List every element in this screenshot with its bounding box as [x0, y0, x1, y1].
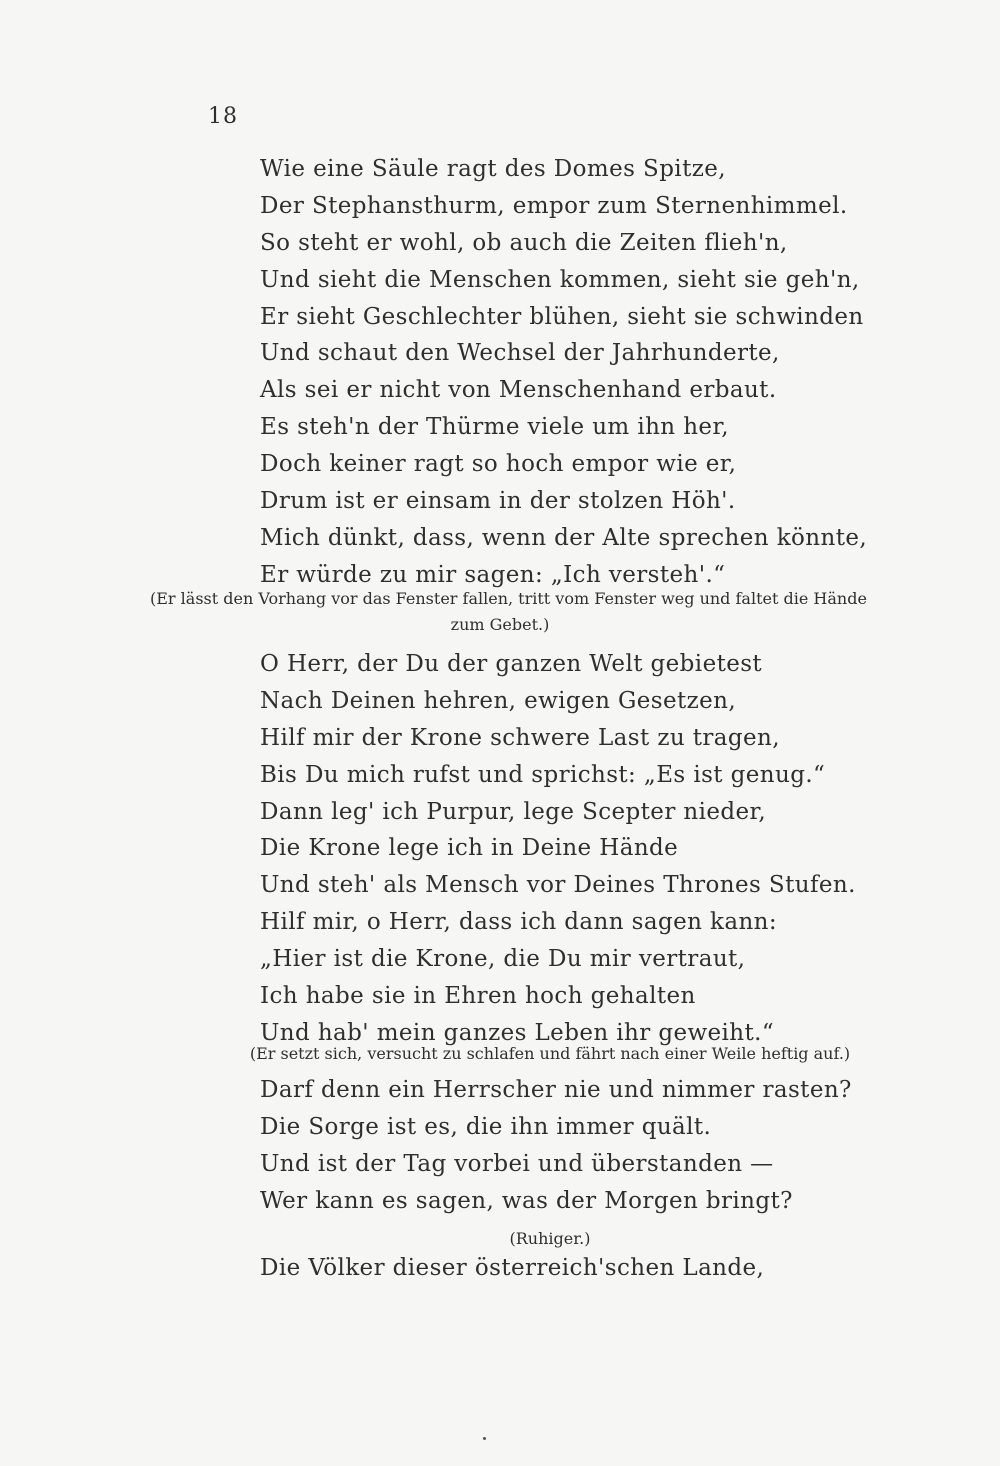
verse-line: Die Völker dieser österreich'schen Lande, [260, 1255, 765, 1281]
verse-line: Und hab' mein ganzes Leben ihr geweiht.“ [260, 1019, 775, 1046]
verse-line: Er sieht Geschlechter blühen, sieht sie schwinden [260, 303, 864, 330]
verse-stanza-3 [260, 1072, 900, 1220]
verse-line: Und steh' als Mensch vor Deines Thrones Stufen. [260, 872, 856, 899]
verse-line: Drum ist er einsam in der stolzen Höh'. [260, 488, 736, 515]
verse-line: Nach Deinen hehren, ewigen Gesetzen, [260, 687, 737, 714]
paper-speck [483, 1437, 486, 1440]
verse-line: Die Sorge ist es, die ihn immer quält. [260, 1113, 712, 1140]
verse-line: Als sei er nicht von Menschenhand erbaut. [260, 377, 777, 404]
verse-line: „Hier ist die Krone, die Du mir vertraut, [260, 946, 746, 973]
verse-line: Er würde zu mir sagen: „Ich versteh'.“ [260, 561, 726, 588]
verse-line: Es steh'n der Thürme viele um ihn her, [260, 414, 730, 441]
verse-stanza-1 [260, 151, 900, 594]
stage-direction-3: (Ruhiger.) [509, 1229, 591, 1248]
stage-direction-1 [150, 586, 867, 638]
verse-line: Doch keiner ragt so hoch empor wie er, [260, 451, 737, 478]
verse-line: Der Stephansthurm, empor zum Sternenhimmel. [260, 192, 848, 219]
stage-direction-1-line-2: zum Gebet.) [450, 615, 550, 634]
verse-line: Und ist der Tag vorbei und überstanden — [260, 1150, 774, 1177]
verse-line: Hilf mir, o Herr, dass ich dann sagen kann: [260, 909, 778, 936]
stage-direction-1-line-1: (Er lässt den Vorhang vor das Fenster fallen, tritt vom Fenster weg und faltet die Hände [150, 589, 867, 608]
verse-stanza-2 [260, 646, 900, 1052]
verse-line: Darf denn ein Herrscher nie und nimmer rasten? [260, 1077, 852, 1103]
verse-line: So steht er wohl, ob auch die Zeiten flieh'n, [260, 229, 788, 256]
verse-line: Hilf mir der Krone schwere Last zu tragen, [260, 724, 780, 751]
verse-line: Mich dünkt, dass, wenn der Alte sprechen könnte, [260, 524, 868, 551]
verse-line: Und sieht die Menschen kommen, sieht sie geh'n, [260, 266, 860, 293]
verse-line: O Herr, der Du der ganzen Welt gebietest [260, 651, 763, 677]
verse-line: Wie eine Säule ragt des Domes Spitze, [260, 156, 726, 182]
page-number: 18 [208, 104, 238, 129]
verse-line: Und schaut den Wechsel der Jahrhunderte, [260, 340, 780, 367]
verse-line: Dann leg' ich Purpur, lege Scepter nieder, [260, 798, 767, 825]
stage-direction-2: (Er setzt sich, versucht zu schlafen und fährt nach einer Weile heftig auf.) [249, 1044, 851, 1063]
verse-line: Wer kann es sagen, was der Morgen bringt? [260, 1187, 793, 1214]
verse-line: Bis Du mich rufst und sprichst: „Es ist genug.“ [260, 761, 826, 788]
verse-stanza-4 [260, 1250, 900, 1287]
verse-line: Die Krone lege ich in Deine Hände [260, 835, 679, 862]
verse-line: Ich habe sie in Ehren hoch gehalten [260, 983, 696, 1010]
